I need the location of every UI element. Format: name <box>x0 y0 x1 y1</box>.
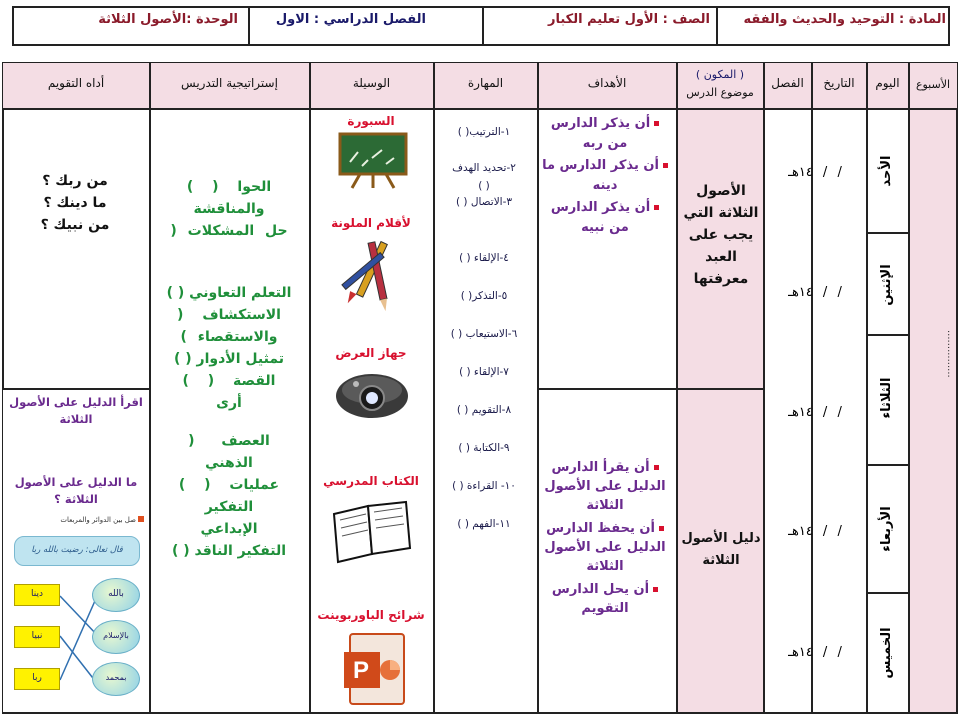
read-prompt-line: اقرأ الدليل على الأصول <box>9 395 143 409</box>
col-line <box>866 63 868 713</box>
match-box-label: نبيا <box>31 631 43 641</box>
divider <box>482 6 484 46</box>
objective-line: من ربه <box>582 136 628 151</box>
strategy-item: عمليات ( ) <box>178 477 280 493</box>
match-circle-label: بالإسلام <box>103 631 129 640</box>
date-thursday: / / ١٤هـ <box>788 645 842 660</box>
strategy-item: الذهني <box>205 455 253 471</box>
strategy-item: والمناقشة <box>193 201 265 217</box>
objective <box>540 114 670 154</box>
colored-pencils-icon <box>340 236 406 316</box>
strategy-item: الإبداعي <box>200 521 258 537</box>
header-bottom-line <box>3 108 957 110</box>
match-circle[interactable] <box>92 662 140 696</box>
col-header-strategy: إستراتيجية التدريس <box>181 76 278 90</box>
skill-item: ٧-الإلقاء ( ) <box>459 366 509 378</box>
skill-item: ١١-الفهم ( ) <box>457 518 511 530</box>
skill-item: ١٠- القراءة ( ) <box>452 480 516 492</box>
svg-text:P: P <box>353 657 370 684</box>
match-box-label: ربا <box>32 673 42 683</box>
skill-item: ٥-التذكر( ) <box>460 290 508 302</box>
day-row-line <box>867 334 908 336</box>
strategy-item: الحوا ( ) <box>186 179 272 195</box>
strategy-item: العصف ( <box>188 433 270 449</box>
day-row-line <box>867 232 908 234</box>
skill-item: ( ) <box>478 180 490 192</box>
skill-item: ١-الترتيب( ) <box>457 126 511 138</box>
col-line <box>309 63 311 713</box>
read-prompt <box>8 394 144 428</box>
book-icon <box>328 496 414 566</box>
match-box[interactable] <box>14 668 60 690</box>
exercise-caption <box>40 516 144 524</box>
strategy-spacer <box>154 414 304 430</box>
day-wednesday: الأربعاء <box>879 506 894 552</box>
objective-line: أن يحل الدارس <box>551 582 650 597</box>
topic-1-line: الأصول <box>696 183 746 199</box>
strategy-item: القصة ( ) <box>182 373 276 389</box>
skill-item: ٦-الاستيعاب ( ) <box>450 328 518 340</box>
col-header-topic: موضوع الدرس <box>686 86 754 99</box>
subject-label: المادة : التوحيد والحديث والفقه <box>743 12 946 27</box>
ask-prompt <box>8 474 144 508</box>
objective <box>540 198 670 238</box>
day-thursday: الخميس <box>879 627 894 679</box>
exercise-banner <box>14 536 140 566</box>
objective-line: التقويم <box>581 601 629 616</box>
tool-book-label: الكتاب المدرسي <box>323 474 419 488</box>
grade-label: الصف : الأول تعليم الكبار <box>547 12 710 27</box>
day-row-line <box>867 464 908 466</box>
day-row-line <box>867 592 908 594</box>
strategy-item: تمثيل الأدوار ( ) <box>174 351 284 367</box>
col-header-assessment: أداه التقويم <box>47 76 105 90</box>
objective-line: الدليل على الأصول <box>544 540 666 555</box>
strategy-item: والاستقصاء ) <box>180 329 278 345</box>
match-box[interactable] <box>14 626 60 648</box>
date-monday: / / ١٤هـ <box>788 285 842 300</box>
col-header-skill: المهارة <box>467 76 504 90</box>
col-header-day: اليوم <box>875 76 900 90</box>
col-header-date: التاريخ <box>823 76 855 90</box>
assessment-question: من ربك ؟ <box>42 173 108 189</box>
match-box[interactable] <box>14 584 60 606</box>
week-dots: ............... <box>945 330 956 378</box>
strategy-item: الاستكشاف ( <box>177 307 281 323</box>
read-prompt-line: الثلاثة <box>59 412 93 426</box>
day-tuesday: الثلاثاء <box>879 377 894 419</box>
ask-prompt-line: الثلاثة ؟ <box>54 492 98 506</box>
col-header-tool: الوسيلة <box>352 76 391 90</box>
caption-icon <box>138 516 144 522</box>
tool-pens-label: لأقلام الملونة <box>331 216 411 230</box>
strategy-item: التعلم التعاوني ( ) <box>166 285 292 301</box>
objective <box>540 458 670 515</box>
strategies-list <box>154 176 304 562</box>
match-circle[interactable] <box>92 578 140 612</box>
tool-slides-label: شرائح الباوربوينت <box>317 608 425 622</box>
topic-1-line: معرفتها <box>693 271 749 287</box>
caption-text: صل بين الدوائر والمربعات <box>60 516 136 524</box>
skill-item: ٤-الإلقاء ( ) <box>459 252 509 264</box>
objective-line: دينه <box>592 178 618 193</box>
skill-item: ٣-الاتصال ( ) <box>455 196 513 208</box>
date-sunday: / / ١٤هـ <box>788 165 842 180</box>
semester-label: الفصل الدراسي : الاول <box>275 12 426 27</box>
col-header-week: الأسبوع <box>915 78 951 91</box>
objective-line: أن يذكر الدارس ما <box>542 158 659 173</box>
date-tuesday: / / ١٤هـ <box>788 405 842 420</box>
divider <box>248 6 250 46</box>
topic-1-line: الثلاثة التي <box>683 205 759 221</box>
day-sunday: الأحد <box>879 155 894 187</box>
objective <box>540 519 670 576</box>
objective <box>540 156 670 196</box>
strategy-item: التفكير الناقد ( ) <box>171 543 287 559</box>
assessment-question: ما دينك ؟ <box>43 195 107 211</box>
topic-1-line: العبد <box>705 249 737 265</box>
skills-list <box>436 126 532 538</box>
objectives-lesson-2 <box>540 458 670 618</box>
objective-line: أن يذكر الدارس <box>550 200 651 215</box>
objective-line: أن يحفظ الدارس <box>546 521 655 536</box>
match-box-label: دينا <box>31 589 43 599</box>
topic-1 <box>680 180 762 290</box>
skill-item: ٨-التقويم ( ) <box>456 404 512 416</box>
strategy-item: أرى <box>216 395 242 411</box>
assessment-questions <box>20 170 130 236</box>
col-header-objectives: الأهداف <box>587 76 627 90</box>
skill-item: ٢-تحديد الهدف <box>452 162 516 174</box>
skill-item: ٩-الكتابة ( ) <box>458 442 510 454</box>
match-circle-label: بمحمد <box>105 673 127 682</box>
objective-line: من نبيه <box>581 220 629 235</box>
match-circle[interactable] <box>92 620 140 654</box>
tool-board-label: السبورة <box>347 114 395 128</box>
col-line <box>433 63 435 713</box>
strategy-item: حل المشكلات ( <box>170 223 288 239</box>
col-line <box>763 63 765 713</box>
col-header-component: ( المكون ) <box>695 68 745 81</box>
divider <box>716 6 718 46</box>
exercise-banner-text: قال تعالى: رضيت بالله ربا <box>31 545 123 555</box>
assessment-question: من نبيك ؟ <box>40 217 110 233</box>
powerpoint-icon <box>342 630 408 708</box>
chalkboard-icon <box>338 132 408 190</box>
date-wednesday: / / ١٤هـ <box>788 524 842 539</box>
unit-label: الوحدة :الأصول الثلاثة <box>98 12 238 27</box>
col-line <box>811 63 813 713</box>
tool-projector-label: جهاز العرض <box>335 346 407 360</box>
topic-2 <box>680 528 762 572</box>
col-line <box>149 63 151 713</box>
objectives-lesson-1 <box>540 114 670 238</box>
projector-icon <box>332 362 412 424</box>
objective-line: أن يذكر الدارس <box>550 116 651 131</box>
objective <box>540 580 670 618</box>
objective-line: الثلاثة <box>586 498 624 513</box>
objective-line: الثلاثة <box>586 559 624 574</box>
col-header-class: الفصل <box>771 76 804 90</box>
strategy-spacer <box>154 242 304 282</box>
strategy-item: التفكير <box>204 499 254 515</box>
topic-2-line: دليل الأصول <box>681 531 761 546</box>
objective-line: الدليل على الأصول <box>544 479 666 494</box>
topic-2-line: الثلاثة <box>702 553 740 568</box>
match-circle-label: بالله <box>108 589 124 599</box>
ask-prompt-line: ما الدليل على الأصول <box>14 475 138 489</box>
topic-1-line: يجب على <box>688 227 754 243</box>
day-monday: الإثنين <box>879 264 894 306</box>
objective-line: أن يقرأ الدارس <box>551 460 650 475</box>
